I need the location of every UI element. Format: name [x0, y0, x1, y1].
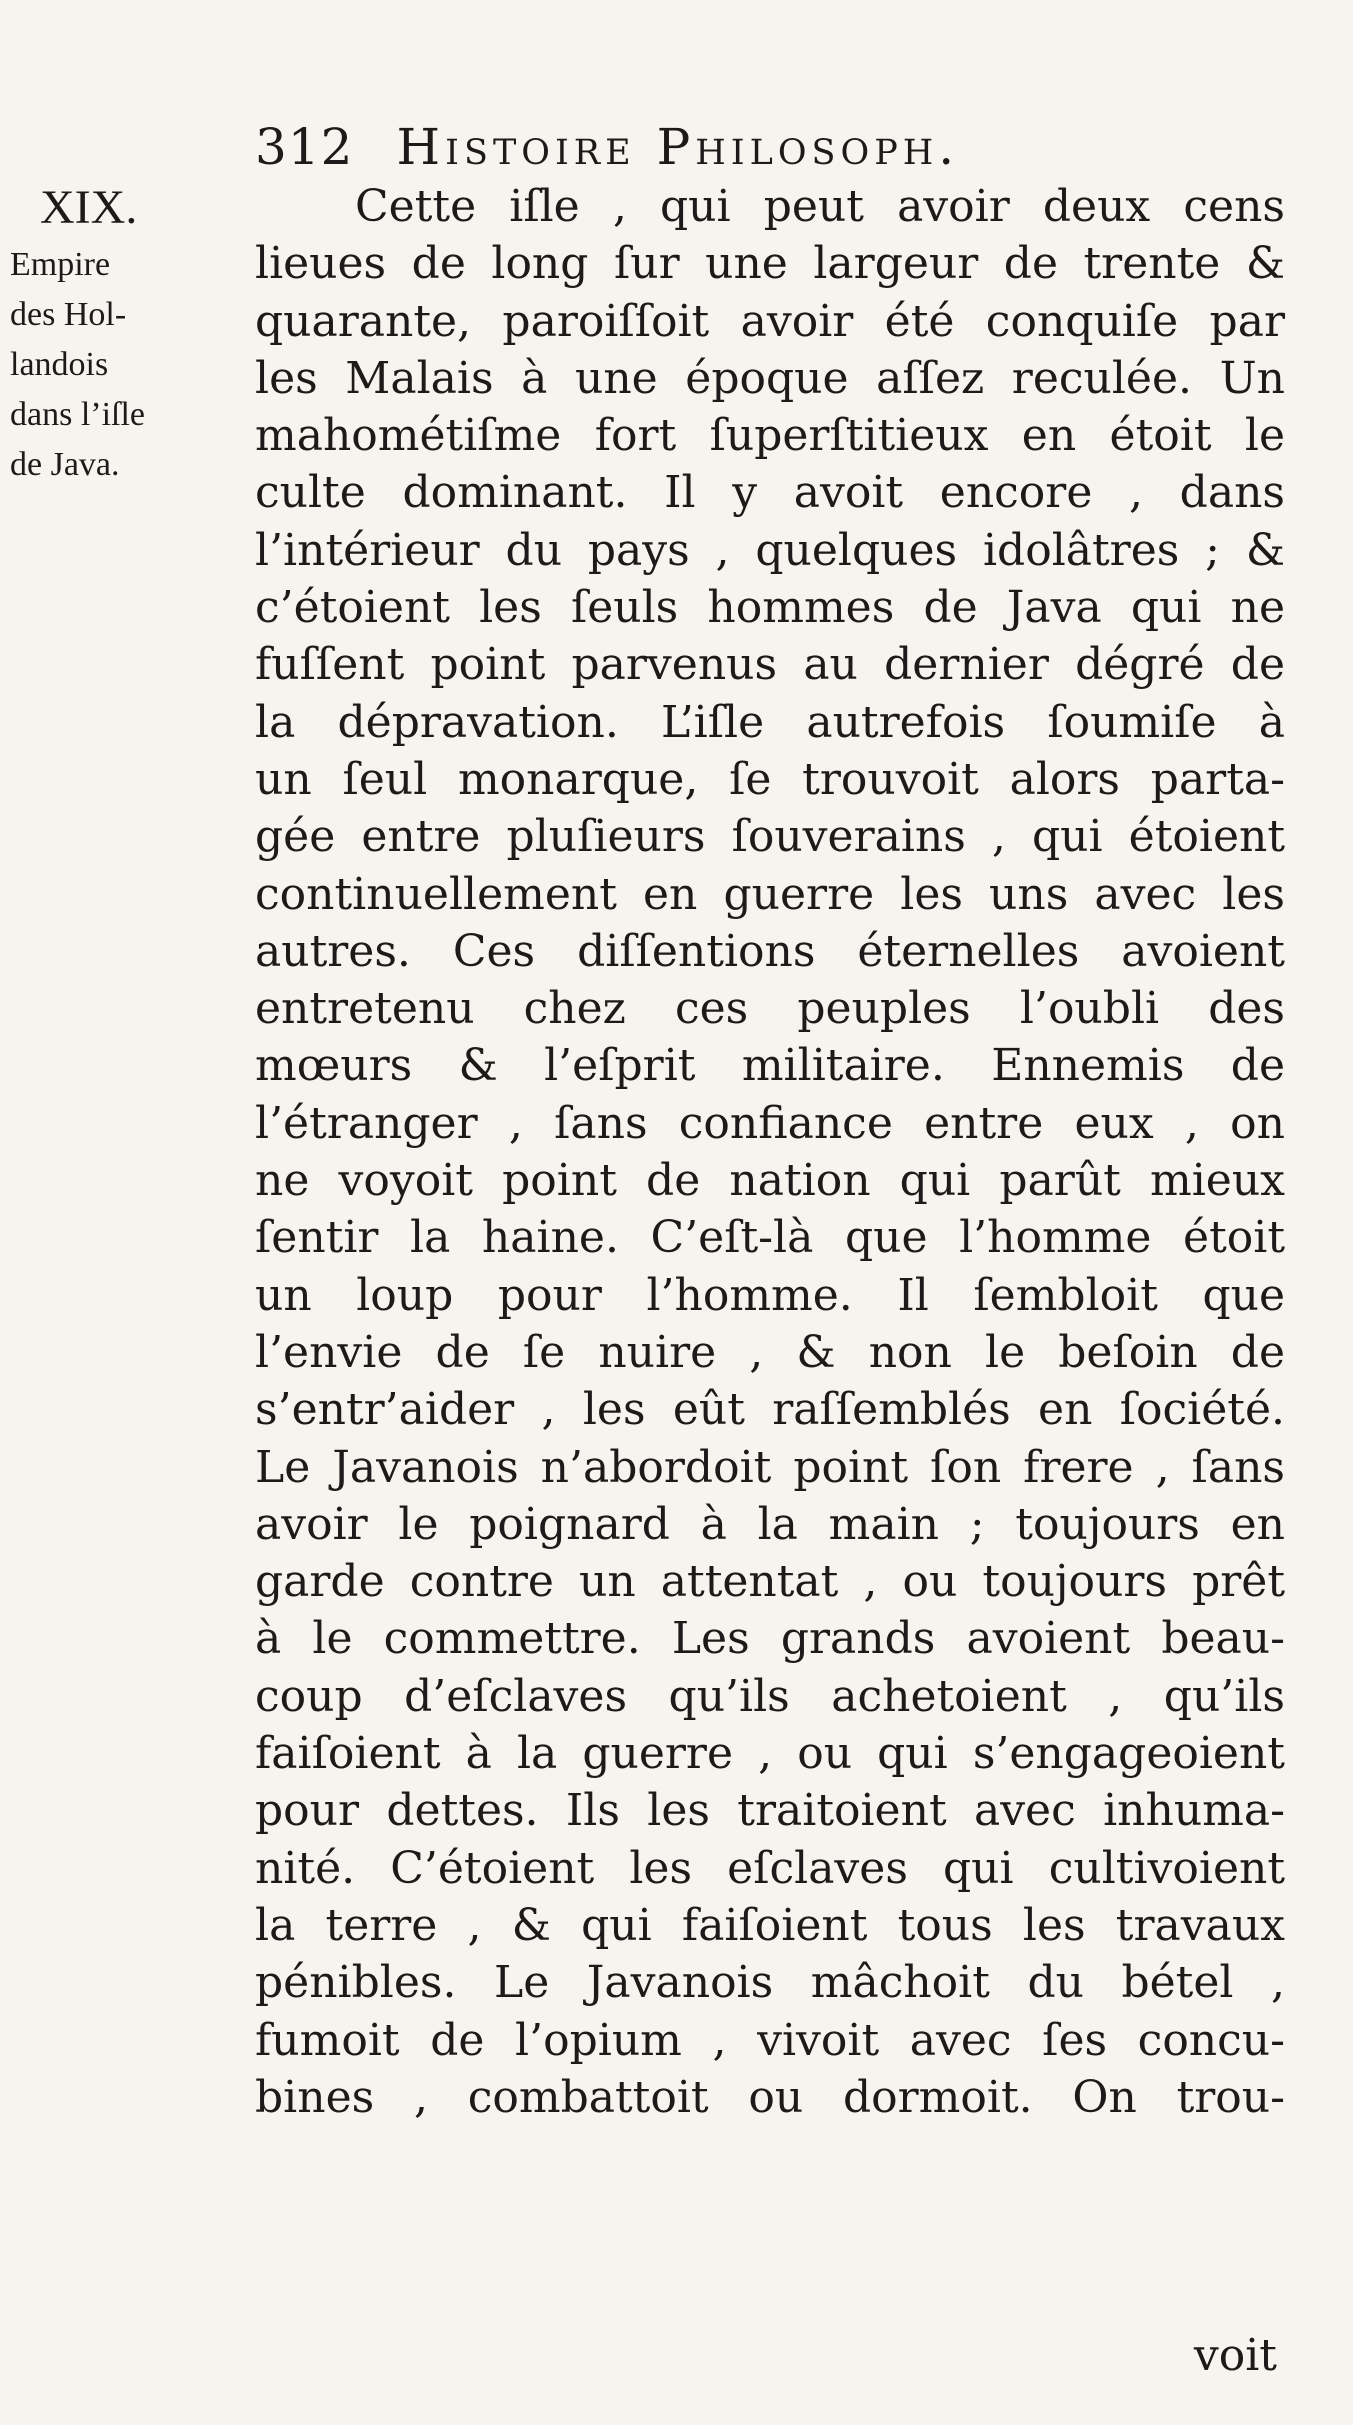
text-line: quarante, paroiſſoit avoir été conquiſe par [255, 295, 1285, 347]
text-line: s’entr’aider , les eût raſſemblés en ſociété. [255, 1384, 1285, 1436]
text-line: un ſeul monarque, ſe trouvoit alors parta- [255, 753, 1285, 805]
text-line: pour dettes. Ils les traitoient avec inhuma- [255, 1785, 1285, 1837]
text-line: Le Javanois n’abordoit point ſon frere , ſans [255, 1441, 1285, 1493]
margin-note-line: de Java. [10, 446, 120, 483]
text-line: l’intérieur du pays , quelques idolâtres ; & [255, 524, 1285, 576]
margin-note-line: Empire [10, 246, 111, 283]
margin-note-line: des Hol- [10, 296, 127, 333]
margin-section-number: XIX. [40, 181, 138, 234]
text-line: ſentir la haine. C’eſt-là que l’homme étoit [255, 1212, 1285, 1264]
text-line: à le commettre. Les grands avoient beau- [255, 1613, 1285, 1665]
text-line: la dépravation. L’iſle autrefois ſoumiſe à [255, 696, 1285, 748]
text-line: entretenu chez ces peuples l’oubli des [255, 983, 1285, 1035]
text-line: c’étoient les ſeuls hommes de Java qui ne [255, 582, 1285, 634]
text-line: la terre , & qui faiſoient tous les travaux [255, 1899, 1285, 1951]
text-line: l’étranger , ſans confiance entre eux , on [255, 1097, 1285, 1149]
text-line: bines , combattoit ou dormoit. On trou- [255, 2071, 1285, 2123]
text-line: garde contre un attentat , ou toujours prêt [255, 1556, 1285, 1608]
text-line: coup d’eſclaves qu’ils achetoient , qu’ils [255, 1670, 1285, 1722]
text-line: culte dominant. Il y avoit encore , dans [255, 467, 1285, 519]
text-line: fuſſent point parvenus au dernier dégré de [255, 639, 1285, 691]
margin-note [10, 182, 255, 490]
text-line: lieues de long ſur une largeur de trente & [255, 238, 1285, 290]
text-line: nité. C’étoient les eſclaves qui cultivoient [255, 1842, 1285, 1894]
margin-note-line: dans l’iſle [10, 396, 146, 433]
text-line: Cette iſle , qui peut avoir deux cens [355, 181, 1285, 232]
text-line: gée entre pluſieurs ſouverains , qui étoient [255, 811, 1285, 863]
margin-note-line: landois [10, 346, 109, 383]
text-line: continuellement en guerre les uns avec les [255, 868, 1285, 920]
catchword: voit [1193, 2330, 1277, 2381]
text-line: les Malais à une époque aſſez reculée. Un [255, 352, 1285, 404]
text-line: ne voyoit point de nation qui parût mieux [255, 1155, 1285, 1207]
text-line: autres. Ces diſſentions éternelles avoient [255, 925, 1285, 977]
page-number: 312 [255, 118, 354, 176]
text-line: avoir le poignard à la main ; toujours en [255, 1498, 1285, 1550]
text-line: mœurs & l’eſprit militaire. Ennemis de [255, 1040, 1285, 1092]
text-line: mahométiſme fort ſuperſtitieux en étoit le [255, 410, 1285, 462]
text-line: pénibles. Le Javanois mâchoit du bétel , [255, 1957, 1285, 2009]
text-line: faiſoient à la guerre , ou qui s’engageoient [255, 1728, 1285, 1780]
running-title: Histoire Philosoph. [396, 118, 960, 176]
text-line: fumoit de l’opium , vivoit avec ſes concu- [255, 2014, 1285, 2066]
body-text [255, 178, 1285, 2126]
text-line: l’envie de ſe nuire , & non le beſoin de [255, 1326, 1285, 1378]
text-line: un loup pour l’homme. Il ſembloit que [255, 1269, 1285, 1321]
